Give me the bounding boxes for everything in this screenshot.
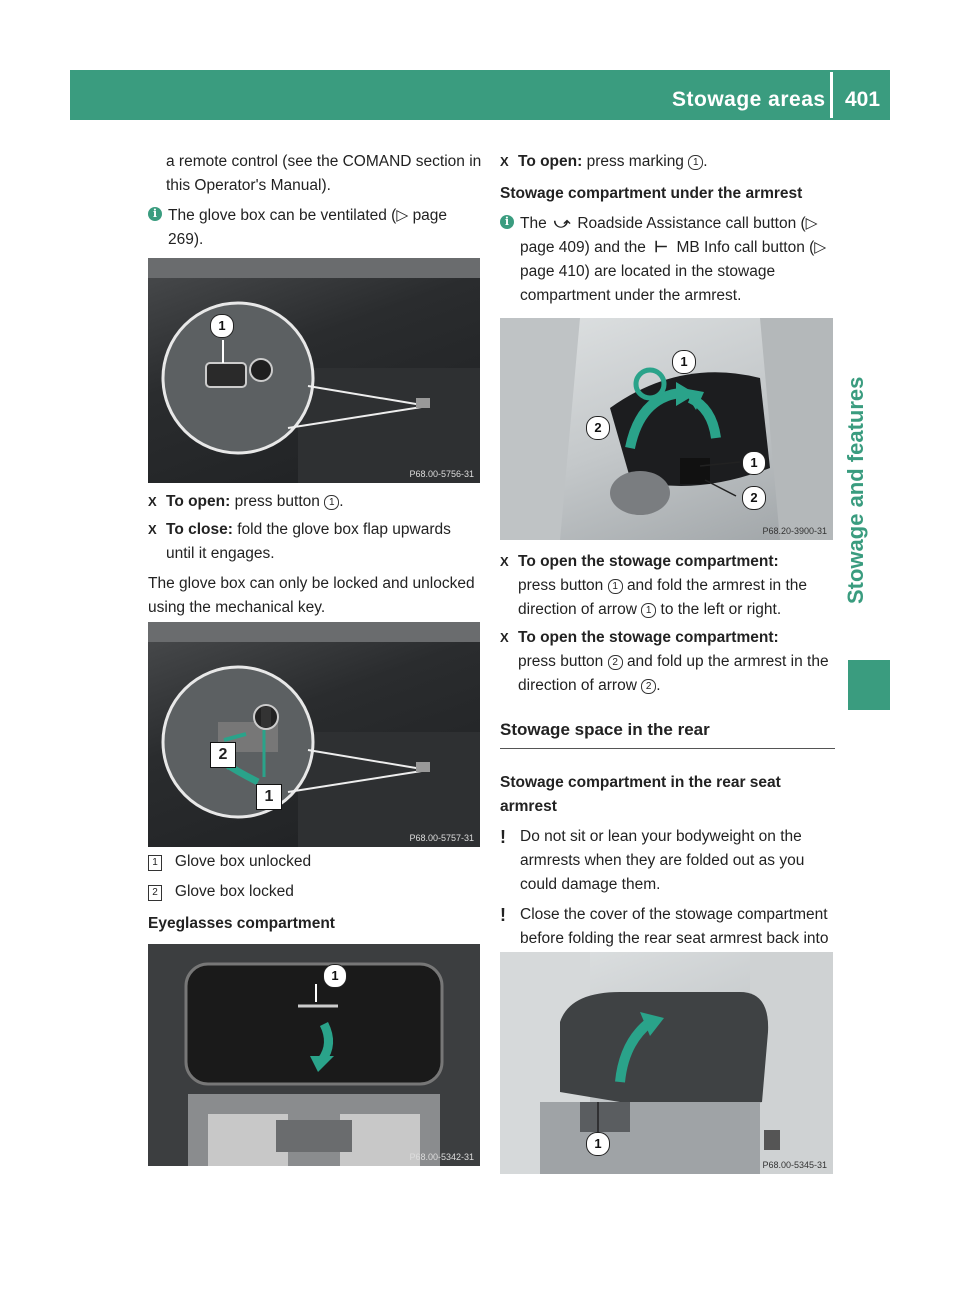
figure-rear-armrest	[500, 952, 833, 1174]
warning-note-1: ! Do not sit or lean your bodyweight on the armrests when they are folded out as you could damage them.	[500, 827, 805, 893]
legend-list	[148, 850, 483, 942]
rear-section-heading: Stowage space in the rear	[500, 718, 835, 749]
right-column	[500, 150, 835, 314]
legend-item-2: 2 Glove box locked	[148, 880, 483, 904]
left-column	[148, 150, 483, 258]
rear-armrest-illustration	[500, 952, 833, 1174]
info-note-ventilation	[148, 204, 483, 252]
info-note-armrest: i The ⤻ Roadside Assistance call button (▷ page 409) and the ⊢ MB Info call button (▷ page 410) are located in the stowage compartment under the armrest.	[500, 212, 835, 308]
figure-armrest-compartment	[500, 318, 833, 540]
step-open-armrest-b: X To open the stowage compartment: press button 2 and fold up the armrest in the direction of arrow 2 .	[500, 629, 829, 694]
step-close-glove-box: X To close: fold the glove box flap upwards until it engages.	[148, 521, 451, 562]
header-separator	[830, 72, 833, 118]
figure-eyeglasses-compartment	[148, 944, 480, 1166]
callout-1: 1	[210, 314, 234, 338]
roadside-assistance-icon: ⤻	[553, 215, 571, 232]
callout-2-right: 2	[742, 486, 766, 510]
side-tab-marker	[848, 660, 890, 710]
lock-paragraph: The glove box can only be locked and unlocked using the mechanical key.	[148, 575, 475, 616]
warning-icon: !	[500, 905, 506, 925]
armrest-illustration	[500, 318, 833, 540]
page-title: Stowage areas	[672, 88, 826, 111]
rear-armrest-heading: Stowage compartment in the rear seat armrest	[500, 774, 781, 815]
callout-1: 1	[323, 964, 347, 988]
callout-2: 2	[210, 742, 236, 768]
figure-label: P68.00-5345-31	[762, 1160, 827, 1170]
step-open-glove-box: X To open: press button 1 .	[148, 493, 344, 510]
callout-1-right: 1	[742, 451, 766, 475]
figure-label: P68.00-5757-31	[409, 833, 474, 843]
figure-label: P68.20-3900-31	[762, 526, 827, 536]
lock-illustration	[148, 622, 480, 847]
armrest-heading: Stowage compartment under the armrest	[500, 185, 803, 202]
step-open-eyeglasses: X To open: press marking 1 .	[500, 153, 708, 170]
info-icon: i	[500, 215, 514, 229]
side-tab-label: Stowage and features	[843, 376, 868, 604]
figure-glove-box-lock	[148, 622, 480, 847]
figure-glove-box-open	[148, 258, 480, 483]
eyeglasses-illustration	[148, 944, 480, 1166]
callout-1-top: 1	[672, 350, 696, 374]
right-column-steps	[500, 550, 835, 981]
left-column-steps	[148, 490, 483, 626]
step-open-armrest-a: X To open the stowage compartment: press button 1 and fold the armrest in the direction of arrow 1 to the left or right.	[500, 553, 808, 618]
info-text: The glove box can be ventilated (▷ page 269).	[168, 207, 448, 248]
warning-icon: !	[500, 827, 506, 847]
eyeglasses-heading: Eyeglasses compartment	[148, 915, 335, 932]
page-number: 401	[845, 88, 881, 111]
mb-info-icon: ⊢	[654, 239, 668, 256]
figure-label: P68.00-5342-31	[409, 1152, 474, 1162]
legend-item-1: 1 Glove box unlocked	[148, 850, 483, 874]
callout-2-left: 2	[586, 416, 610, 440]
callout-1: 1	[256, 784, 282, 810]
warning-note-2: ! Close the cover of the stowage compartment before folding the rear seat armrest back into	[500, 905, 829, 947]
glove-box-illustration	[148, 258, 480, 483]
figure-label: P68.00-5756-31	[409, 469, 474, 479]
intro-paragraph: a remote control (see the COMAND section in this Operator's Manual).	[166, 153, 482, 194]
info-icon: i	[148, 207, 162, 221]
callout-1: 1	[586, 1132, 610, 1156]
